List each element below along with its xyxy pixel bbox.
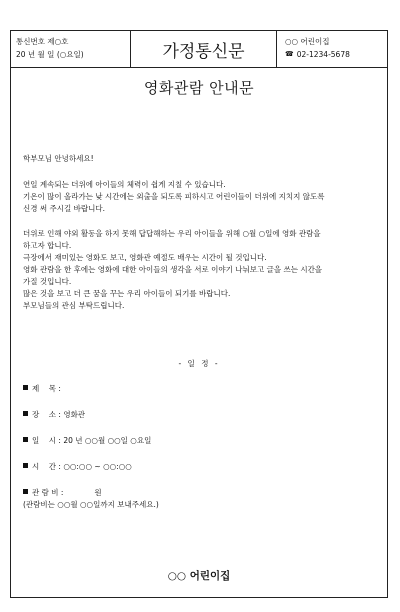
paragraph-line: 신경 써 주시길 바랍니다. bbox=[23, 204, 105, 213]
greeting-text: 학부모님 안녕하세요! bbox=[23, 154, 94, 163]
paragraph-line: 부모님들의 관심 부탁드립니다. bbox=[23, 301, 125, 310]
paragraph-line: 기온이 많이 올라가는 낮 시간에는 외출을 되도록 피하시고 어린이들이 더위에 지치지 않도록 bbox=[23, 192, 325, 201]
schedule-title-text: 제 목 : bbox=[32, 384, 61, 393]
paragraph-line: 하고자 합니다. bbox=[23, 241, 72, 250]
schedule-item-fee bbox=[23, 487, 102, 499]
paragraph-line: 영화 관람을 한 후에는 영화에 대한 아이들의 생각을 서로 이야기 나눠보고 글을 쓰는 시간을 bbox=[23, 265, 323, 274]
paragraph-1 bbox=[23, 179, 375, 215]
document-title: 영화관람 안내문 bbox=[143, 79, 255, 97]
newsletter-title: 가정통신문 bbox=[131, 31, 277, 67]
bullet-square-icon bbox=[23, 411, 28, 416]
paragraph-2 bbox=[23, 228, 375, 312]
schedule-date-text: 일 시 : 20 년 ○○월 ○○일 ○요일 bbox=[32, 436, 152, 445]
telephone-icon: ☎ bbox=[285, 50, 294, 58]
org-info bbox=[277, 31, 387, 67]
paragraph-line: 많은 것을 보고 더 큰 꿈을 꾸는 우리 아이들이 되기를 바랍니다. bbox=[23, 289, 231, 298]
issue-number: 통신번호 제○호 bbox=[16, 37, 69, 46]
schedule-heading: - 일 정 - bbox=[178, 359, 220, 368]
bullet-square-icon bbox=[23, 489, 28, 494]
phone-number: 02-1234-5678 bbox=[296, 50, 350, 59]
paragraph-line: 극장에서 재미있는 영화도 보고, 영화관 예절도 배우는 시간이 될 것입니다. bbox=[23, 253, 267, 262]
phone-line bbox=[285, 48, 387, 61]
org-name: ○○ 어린이집 bbox=[285, 37, 330, 46]
issue-info bbox=[11, 31, 131, 67]
bullet-square-icon bbox=[23, 437, 28, 442]
paragraph-line: 가질 것입니다. bbox=[23, 277, 72, 286]
schedule-fee-note: (관람비는 ○○월 ○○일까지 보내주세요.) bbox=[23, 500, 159, 509]
paragraph-line: 연일 계속되는 더위에 아이들의 체력이 쉽게 지칠 수 있습니다. bbox=[23, 180, 226, 189]
schedule-item-date bbox=[23, 435, 151, 447]
bullet-square-icon bbox=[23, 463, 28, 468]
issue-date: 20 년 월 일 (○요일) bbox=[16, 50, 84, 59]
newsletter-frame bbox=[10, 30, 388, 598]
schedule-place-text: 장 소 : 영화관 bbox=[32, 410, 86, 419]
footer-org-name: ○○ 어린이집 bbox=[167, 570, 231, 582]
schedule-item-place bbox=[23, 409, 85, 421]
schedule-time-text: 시 간 : ○○:○○ ~ ○○:○○ bbox=[32, 462, 132, 471]
schedule-item-title bbox=[23, 383, 61, 395]
schedule-item-time bbox=[23, 461, 132, 473]
header-table bbox=[11, 31, 387, 68]
bullet-square-icon bbox=[23, 385, 28, 390]
schedule-fee-text: 관 람 비 : 원 bbox=[32, 488, 102, 497]
paragraph-line: 더위로 인해 야외 활동을 하지 못해 답답해하는 우리 아이들을 위해 ○월 ○일에 영화 관람을 bbox=[23, 229, 321, 238]
greeting bbox=[23, 153, 375, 165]
